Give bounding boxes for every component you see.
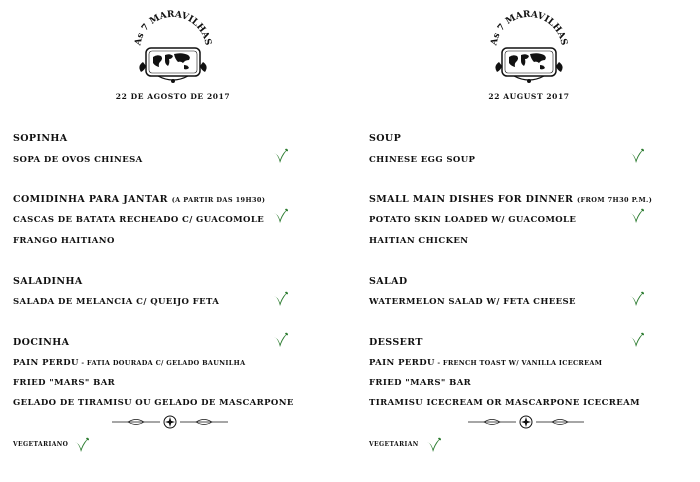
menu-item: FRIED "MARS" BAR [13,378,116,388]
legend-label: VEGETARIAN [369,441,419,448]
menu-item: GELADO DE TIRAMISU OU GELADO DE MASCARPONE [13,398,294,408]
menu-item: CASCAS DE BATATA RECHEADO C/ GUACOMOLE [13,215,265,225]
vegetarian-icon [73,436,91,454]
vegetarian-icon [272,290,290,308]
menu-item: FRIED "MARS" BAR [369,378,472,388]
menu-item: TIRAMISU ICECREAM OR MASCARPONE ICECREAM [369,398,640,408]
vegetarian-icon [628,207,646,225]
vegetarian-icon [628,290,646,308]
section-title-dessert: DESSERT [369,337,423,348]
svg-text:As 7 MARAVILHAS: As 7 MARAVILHAS [489,10,569,47]
menu-item: HAITIAN CHICKEN [369,236,469,246]
section-title-soup: SOPINHA [13,133,68,144]
section-title-salad: SALAD [369,276,408,287]
menu-item-name: PAIN PERDU [369,358,435,368]
menu-item-description: - FRENCH TOAST W/ VANILLA ICECREAM [434,359,603,367]
vegetarian-icon [272,207,290,225]
section-title-mains-text: COMIDINHA PARA JANTAR [13,194,168,205]
section-title-salad: SALADINHA [13,276,83,287]
menu-item [369,358,602,368]
restaurant-logo [128,10,218,88]
section-title-dessert: DOCINHA [13,337,70,348]
menu-date: 22 AUGUST 2017 [488,92,570,101]
vegetarian-icon [628,147,646,165]
vegetarian-icon [628,331,646,349]
vegetarian-icon [272,331,290,349]
vegetarian-icon [425,436,443,454]
menu-item: POTATO SKIN LOADED W/ GUACOMOLE [369,215,577,225]
section-title-mains-text: SMALL MAIN DISHES FOR DINNER [369,194,574,205]
menu-item: SALADA DE MELANCIA C/ QUEIJO FETA [13,297,220,307]
ornamental-divider [464,415,588,429]
section-title-mains [369,194,652,205]
vegetarian-icon [272,147,290,165]
section-title-mains [13,194,265,205]
legend-label: VEGETARIANO [13,441,69,448]
menu-item-description: - FATIA DOURADA C/ GELADO BAUNILHA [78,359,246,367]
section-time-note: (FROM 7H30 P.M.) [577,196,653,204]
menu-item [13,358,245,368]
menu-item: CHINESE EGG SOUP [369,155,476,165]
menu-item: FRANGO HAITIANO [13,236,115,246]
restaurant-logo [484,10,574,88]
svg-text:As 7 MARAVILHAS: As 7 MARAVILHAS [133,10,213,47]
menu-date: 22 DE AGOSTO DE 2017 [115,92,231,101]
section-title-soup: SOUP [369,133,402,144]
menu-item-name: PAIN PERDU [13,358,79,368]
ornamental-divider [108,415,232,429]
menu-item: SOPA DE OVOS CHINESA [13,155,143,165]
menu-item: WATERMELON SALAD W/ FETA CHEESE [369,297,576,307]
menu-column-english [356,0,700,482]
section-time-note: (A PARTIR DAS 19H30) [171,196,266,204]
